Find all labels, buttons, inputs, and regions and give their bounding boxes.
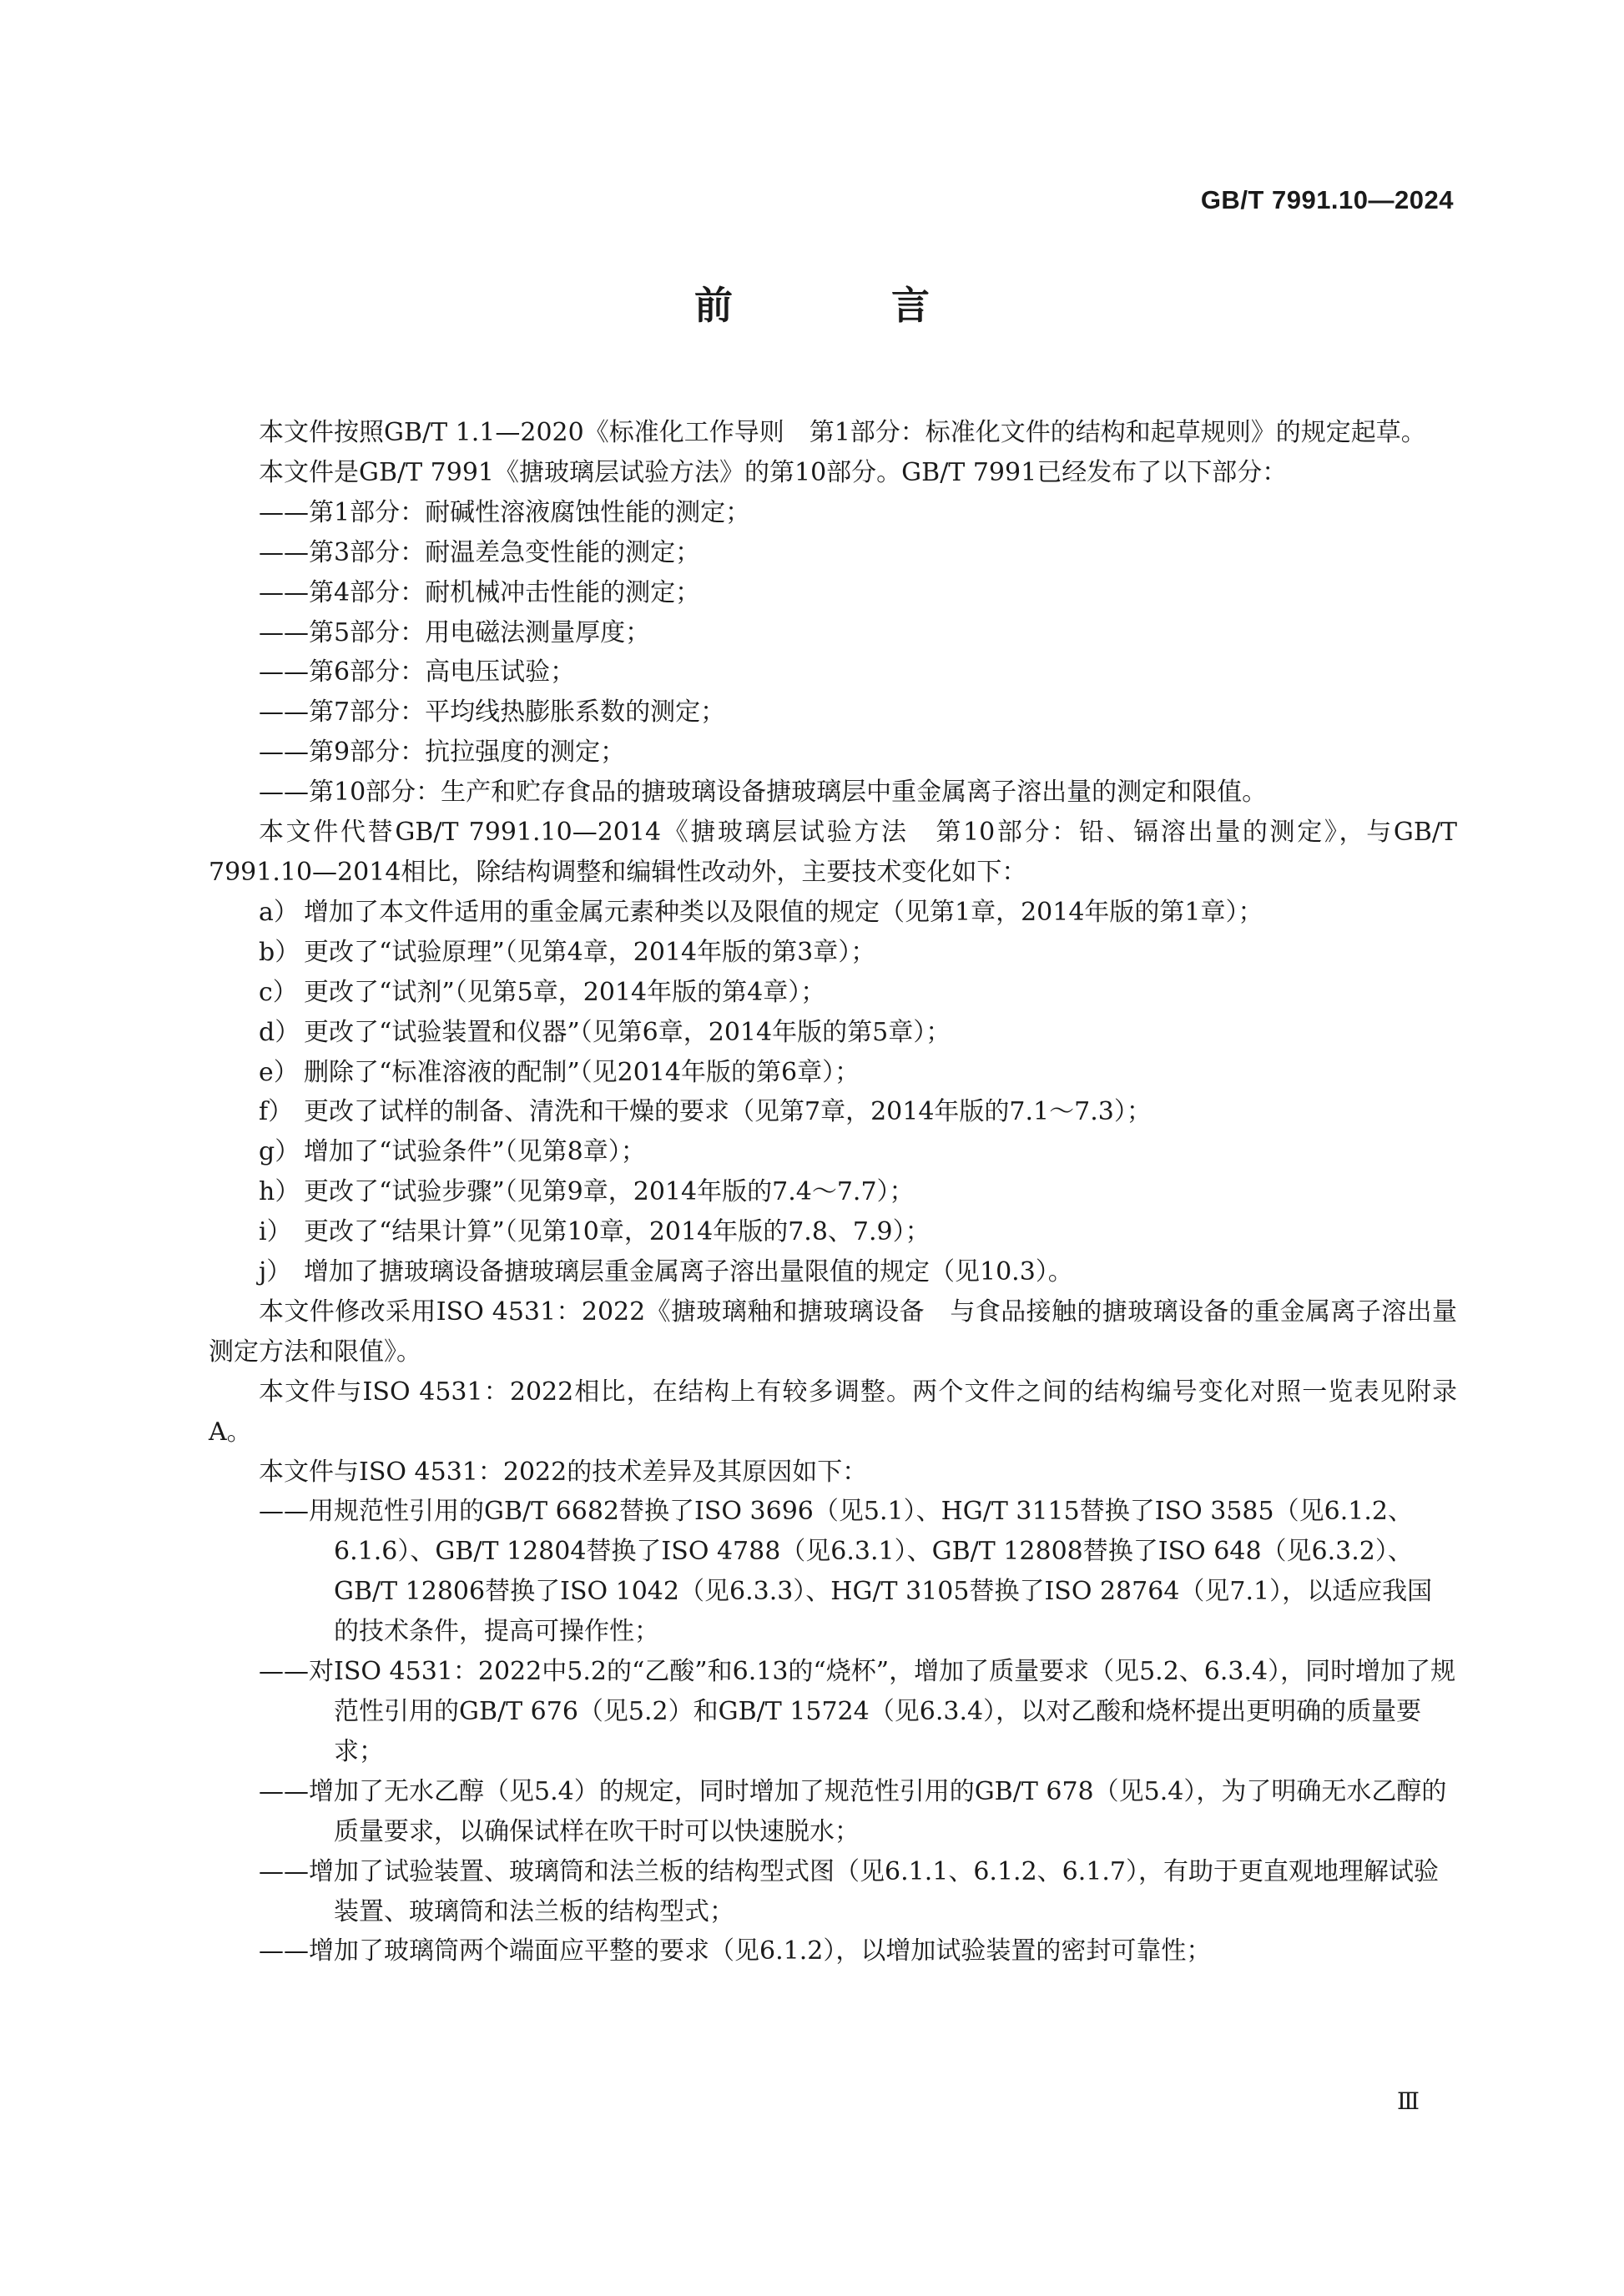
page-title: 前 言 [694,283,990,328]
list-item [209,1212,1457,1252]
list-item: —— 第3部分：耐温差急变性能的测定； [209,533,1457,573]
parts-list [209,493,1457,813]
paragraph-replacement: 本文件代替GB/T 7991.10—2014《搪玻璃层试验方法 第10部分：铅、镉溶出量的测定》，与GB/T 7991.10—2014相比，除结构调整和编辑性改动外，主要技术变化如下： [209,818,1457,887]
list-marker: i） [259,1217,292,1247]
differences-list [209,1492,1457,1971]
list-item [209,1053,1457,1093]
list-item: —— 第7部分：平均线热膨胀系数的测定； [209,692,1457,733]
list-item-text: 更改了试样的制备、清洗和干燥的要求（见第7章，2014年版的7.1～7.3）； [304,1097,1152,1127]
list-marker: a） [259,897,299,927]
list-item: —— 第1部分：耐碱性溶液腐蚀性能的测定； [209,493,1457,533]
list-marker: h） [259,1177,300,1207]
changes-list [209,893,1457,1292]
list-item [209,973,1457,1013]
list-item-text: 更改了“试验步骤”（见第9章，2014年版的7.4～7.7）； [304,1177,915,1207]
page-number: Ⅲ [1396,2087,1420,2115]
list-item: —— 对ISO 4531：2022中5.2的“乙酸”和6.13的“烧杯”，增加了质量要求（见5.2、6.3.4），同时增加了规范性引用的GB/T 676（见5.2）和GB/T 15724（见6.3.4），以对乙酸和烧杯提出更明确的质量要求； [209,1652,1457,1772]
list-marker: f） [259,1097,294,1127]
list-marker: e） [259,1057,299,1087]
list-item: —— 用规范性引用的GB/T 6682替换了ISO 3696（见5.1）、HG/T 3115替换了ISO 3585（见6.1.2、6.1.6）、GB/T 12804替换了ISO 4788（见6.3.1）、GB/T 12808替换了ISO 648（见6.3.2）、GB/T 12806替换了ISO 1042（见6.3.3）、HG/T 3105替换了ISO 28764（见7.1），以适应我国的技术条件，提高可操作性； [209,1492,1457,1652]
list-marker: c） [259,977,298,1007]
list-item-text: 增加了本文件适用的重金属元素种类以及限值的规定（见第1章，2014年版的第1章）； [304,897,1263,927]
list-item [209,933,1457,973]
list-item [209,1132,1457,1172]
list-item: —— 第5部分：用电磁法测量厚度； [209,613,1457,653]
paragraph-series-parts: 本文件是GB/T 7991《搪玻璃层试验方法》的第10部分。GB/T 7991已经发布了以下部分： [259,457,1288,487]
list-item: —— 增加了玻璃筒两个端面应平整的要求（见6.1.2），以增加试验装置的密封可靠性； [209,1931,1457,1971]
list-item [209,1172,1457,1212]
list-item [209,1013,1457,1053]
list-item: —— 第10部分：生产和贮存食品的搪玻璃设备搪玻璃层中重金属离子溶出量的测定和限值。 [209,773,1457,813]
list-marker: j） [259,1257,292,1287]
list-item [209,893,1457,933]
list-item: —— 增加了无水乙醇（见5.4）的规定，同时增加了规范性引用的GB/T 678（见5.4），为了明确无水乙醇的质量要求，以确保试样在吹干时可以快速脱水； [209,1772,1457,1852]
paragraph-adoption: 本文件修改采用ISO 4531：2022《搪玻璃釉和搪玻璃设备 与食品接触的搪玻璃设备的重金属离子溶出量 测定方法和限值》。 [209,1297,1482,1367]
list-item-text: 增加了“试验条件”（见第8章）； [304,1137,646,1167]
list-item-text: 更改了“试剂”（见第5章，2014年版的第4章）； [304,977,826,1007]
list-item [209,1252,1457,1292]
list-marker: g） [259,1137,300,1167]
list-item: —— 第6部分：高电压试验； [209,652,1457,692]
list-item: —— 第9部分：抗拉强度的测定； [209,733,1457,773]
list-item [209,1092,1457,1132]
document-code: GB/T 7991.10—2024 [1200,185,1454,214]
list-marker: b） [259,937,300,967]
list-item-text: 删除了“标准溶液的配制”（见2014年版的第6章）； [304,1057,860,1087]
list-item: —— 第4部分：耐机械冲击性能的测定； [209,573,1457,613]
paragraph-drafting-basis: 本文件按照GB/T 1.1—2020《标准化工作导则 第1部分：标准化文件的结构和起草规则》的规定起草。 [259,418,1426,447]
paragraph-structure: 本文件与ISO 4531：2022相比，在结构上有较多调整。两个文件之间的结构编号变化对照一览表见附录A。 [209,1377,1457,1447]
list-marker: d） [259,1017,300,1047]
list-item: —— 增加了试验装置、玻璃筒和法兰板的结构型式图（见6.1.1、6.1.2、6.1.7），有助于更直观地理解试验装置、玻璃筒和法兰板的结构型式； [209,1852,1457,1932]
list-item-text: 更改了“试验装置和仪器”（见第6章，2014年版的第5章）； [304,1017,951,1047]
paragraph-differences-intro: 本文件与ISO 4531：2022的技术差异及其原因如下： [259,1457,868,1487]
list-item-text: 更改了“结果计算”（见第10章，2014年版的7.8、7.9）； [304,1217,931,1247]
document-body [209,413,1482,1971]
list-item-text: 增加了搪玻璃设备搪玻璃层重金属离子溶出量限值的规定（见10.3）。 [304,1257,1073,1287]
list-item-text: 更改了“试验原理”（见第4章，2014年版的第3章）； [304,937,876,967]
